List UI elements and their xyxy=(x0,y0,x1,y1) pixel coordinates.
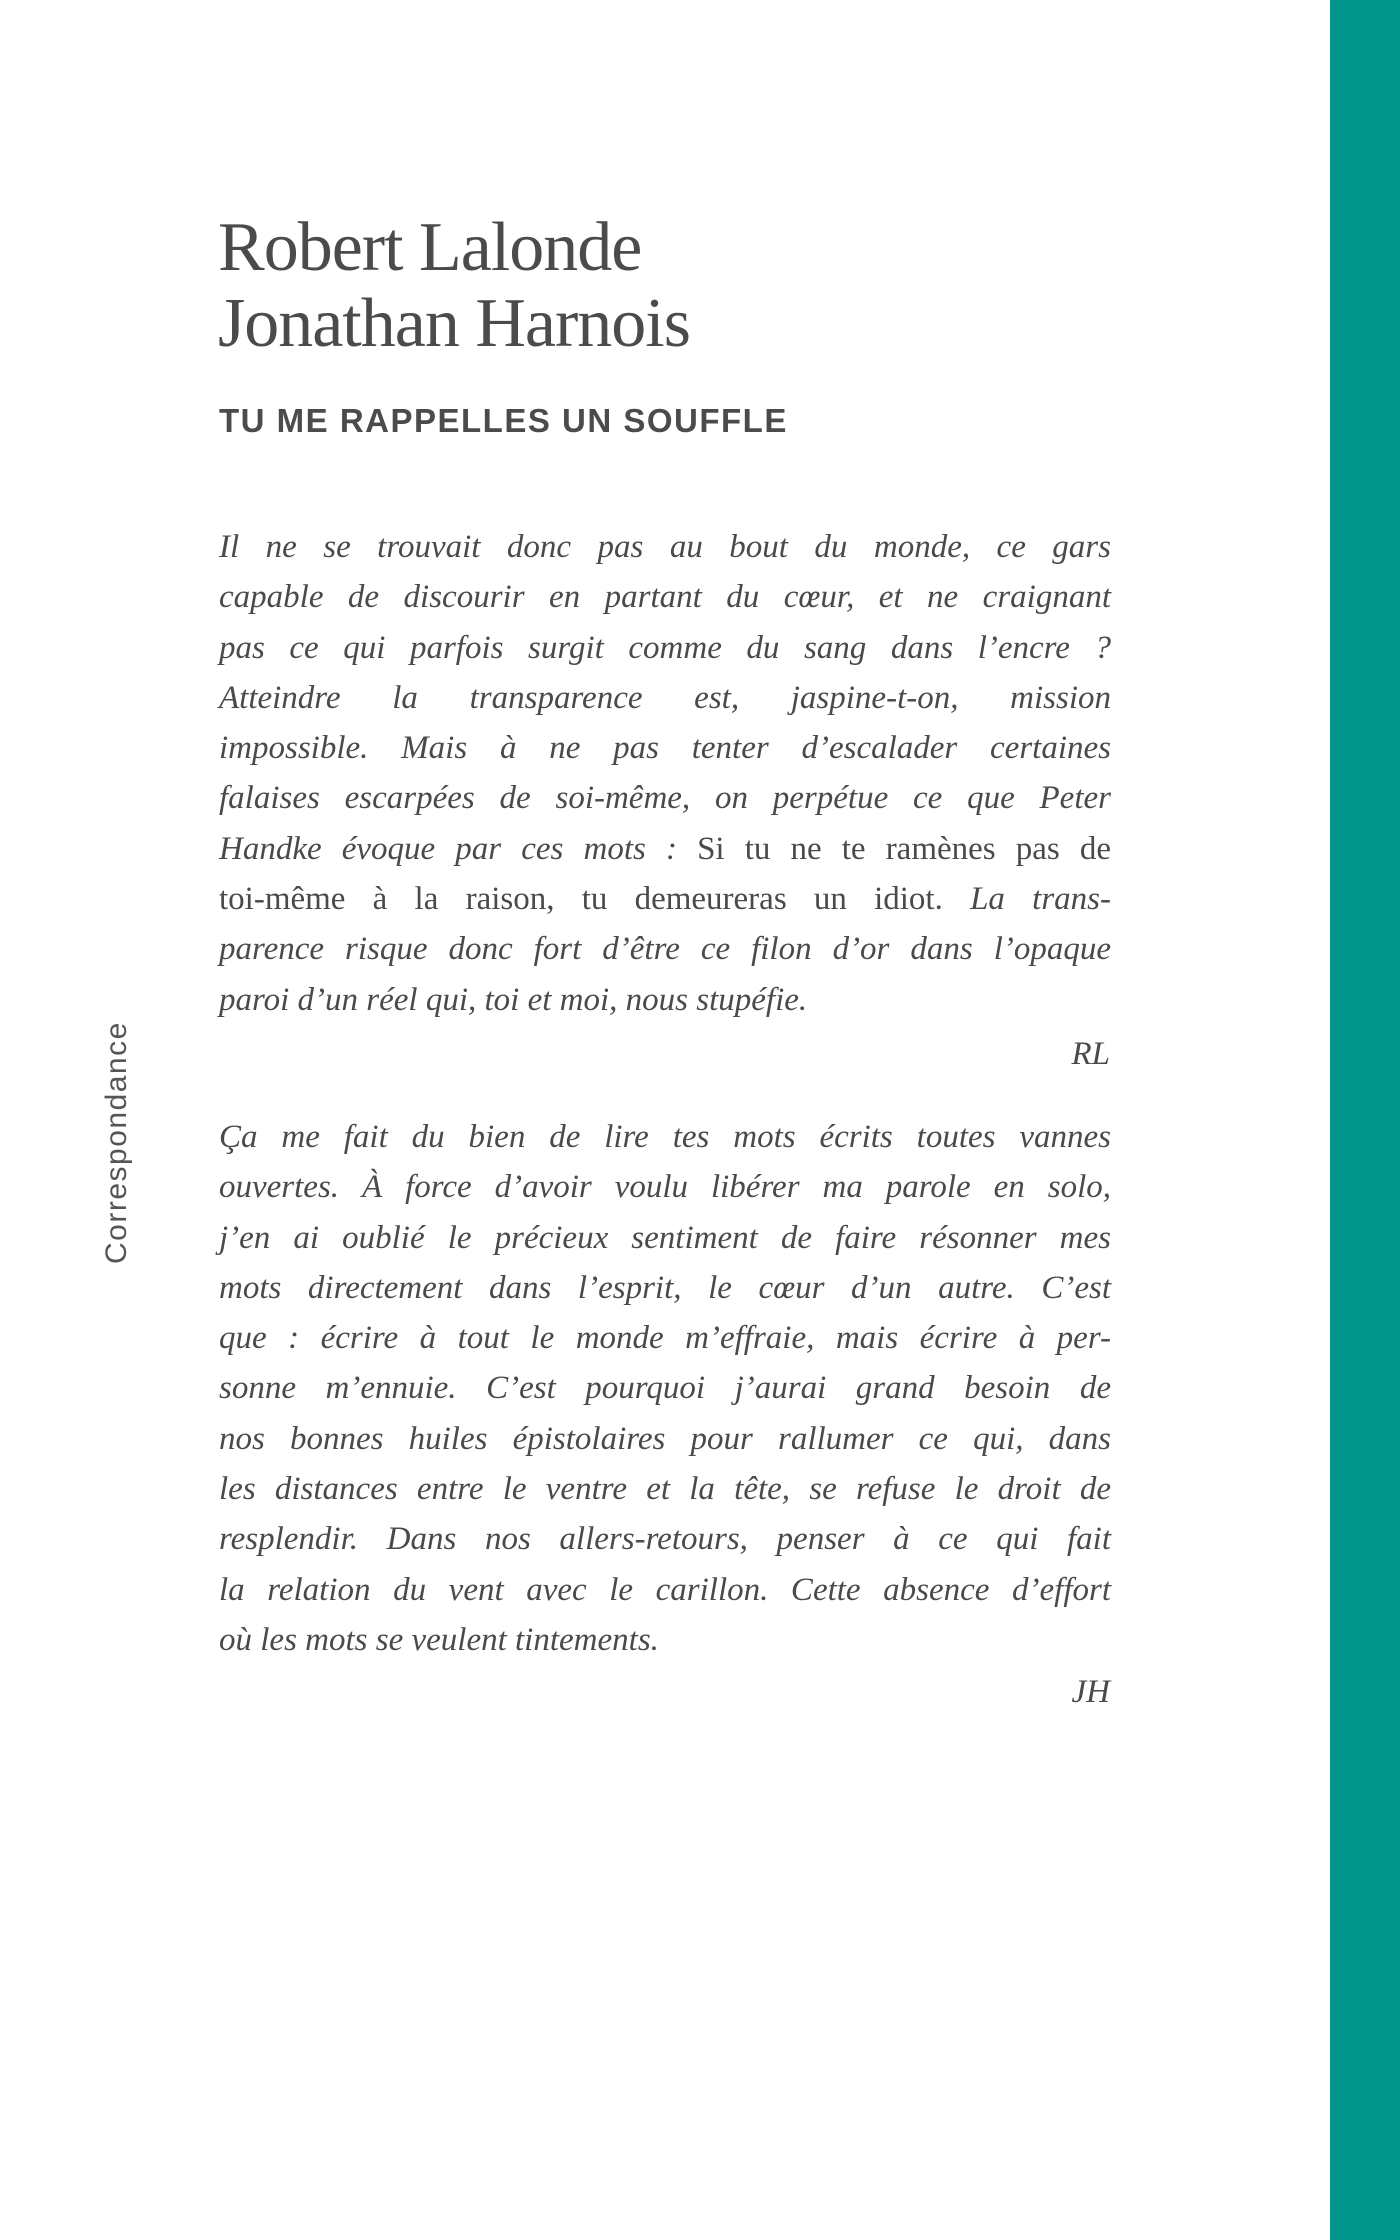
text-line xyxy=(219,723,1111,773)
italic-text: falaises escarpées de soi-même, on perpétue ce que Peter xyxy=(219,780,1111,817)
text-line xyxy=(219,824,1111,874)
text-line xyxy=(219,1514,1111,1564)
italic-text: nos bonnes huiles épistolaires pour rallumer ce qui, dans xyxy=(219,1420,1111,1457)
text-line xyxy=(219,1112,1111,1162)
collection-label: Correspondance xyxy=(100,1021,133,1264)
letter-jh-text xyxy=(219,1112,1111,1665)
italic-text: la relation du vent avec le carillon. Cette absence d’effort xyxy=(219,1571,1111,1608)
text-line xyxy=(219,1263,1111,1313)
italic-text: mots directement dans l’esprit, le cœur d’un autre. C’est xyxy=(219,1269,1111,1306)
italic-text: Handke évoque par ces mots : xyxy=(219,830,698,867)
signature-jh: JH xyxy=(1071,1674,1110,1710)
italic-text: les distances entre le ventre et la tête, se refuse le droit de xyxy=(219,1471,1111,1508)
text-line xyxy=(219,673,1111,723)
text-line xyxy=(219,1414,1111,1464)
text-line xyxy=(219,1363,1111,1413)
author-name: Robert Lalonde xyxy=(218,209,642,286)
text-line xyxy=(219,924,1111,974)
italic-text: Ça me fait du bien de lire tes mots écrits toutes vannes xyxy=(219,1119,1111,1155)
quoted-text: Si tu ne te ramènes pas de xyxy=(697,830,1111,867)
italic-text: Atteindre la transparence est, jaspine-t-on, mission xyxy=(219,679,1111,716)
text-line xyxy=(219,1162,1111,1212)
italic-text: La trans- xyxy=(970,881,1111,918)
italic-text: parence risque donc fort d’être ce filon d’or dans l’opaque xyxy=(219,931,1111,968)
authors xyxy=(218,210,690,362)
text-line xyxy=(219,1313,1111,1363)
teal-spine-band xyxy=(1330,0,1400,2240)
text-line xyxy=(219,623,1111,673)
text-line xyxy=(219,874,1111,924)
italic-text: que : écrire à tout le monde m’effraie, mais écrire à per- xyxy=(219,1320,1111,1357)
italic-text: Il ne se trouvait donc pas au bout du monde, ce gars xyxy=(219,529,1111,565)
author-name: Jonathan Harnois xyxy=(218,285,690,362)
text-line xyxy=(219,1615,1111,1665)
italic-text: où les mots se veulent tintements. xyxy=(219,1621,659,1658)
italic-text: sonne m’ennuie. C’est pourquoi j’aurai grand besoin de xyxy=(219,1370,1111,1407)
text-line xyxy=(219,773,1111,823)
italic-text: j’en ai oublié le précieux sentiment de faire résonner mes xyxy=(219,1219,1111,1256)
text-line xyxy=(219,1565,1111,1615)
text-line xyxy=(219,1464,1111,1514)
quoted-text: toi-même à la raison, tu demeureras un idiot. xyxy=(219,881,971,918)
signature-rl: RL xyxy=(1071,1036,1110,1072)
italic-text: capable de discourir en partant du cœur, et ne craignant xyxy=(219,579,1111,616)
letter-rl-text xyxy=(219,522,1111,1025)
text-line xyxy=(219,1213,1111,1263)
book-title: TU ME RAPPELLES UN SOUFFLE xyxy=(219,402,788,439)
italic-text: paroi d’un réel qui, toi et moi, nous stupéfie. xyxy=(219,981,808,1018)
text-line xyxy=(219,522,1111,572)
text-line xyxy=(219,572,1111,622)
italic-text: pas ce qui parfois surgit comme du sang dans l’encre ? xyxy=(219,629,1111,666)
italic-text: impossible. Mais à ne pas tenter d’escalader certaines xyxy=(219,730,1111,767)
text-line xyxy=(219,975,1111,1025)
italic-text: resplendir. Dans nos allers-retours, penser à ce qui fait xyxy=(219,1521,1111,1558)
italic-text: ouvertes. À force d’avoir voulu libérer ma parole en solo, xyxy=(219,1169,1111,1206)
